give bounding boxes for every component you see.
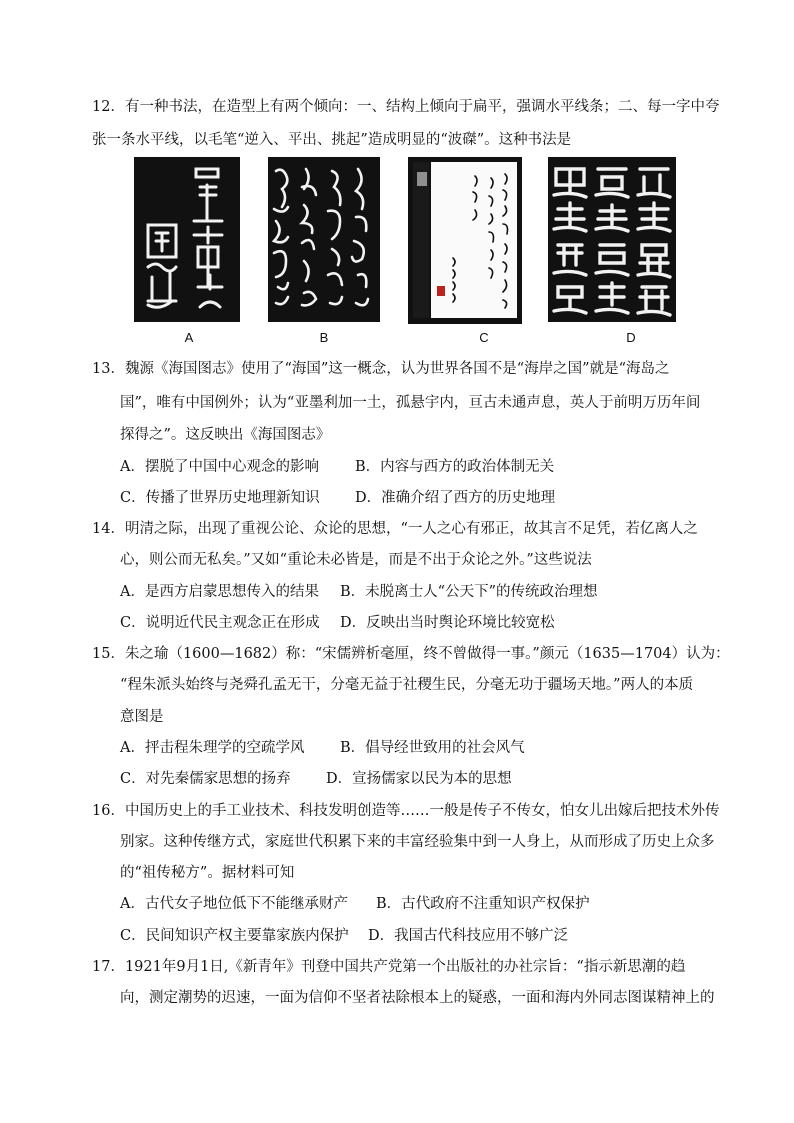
image-label-c: C bbox=[479, 330, 489, 345]
image-c-body bbox=[409, 158, 417, 159]
q15-line-2: “程朱派头始终与尧舜孔孟无干，分毫无益于社稷生民，分毫无功于疆场天地。”两人的本质 bbox=[120, 677, 694, 693]
q14-option-b[interactable]: B．未脱离士人“公天下”的传统政治理想 bbox=[340, 584, 598, 600]
q14-option-c[interactable]: C．说明近代民主观念正在形成 bbox=[120, 615, 320, 631]
q16-line-1: 16．中国历史上的手工业技术、科技发明创造等……一般是传子不传女，怕女儿出嫁后把技术外传 bbox=[92, 803, 720, 819]
q14-line-1: 14．明清之际，出现了重视公论、众论的思想，“一人之心有邪正，故其言不足凭，若亿离人之 bbox=[92, 521, 698, 537]
image-label-a: A bbox=[184, 330, 194, 345]
q12-line-2: 张一条水平线，以毛笔“逆入、平出、挑起”造成明显的“波磔”。这种书法是 bbox=[92, 132, 572, 148]
calligraphy-image-a bbox=[134, 157, 240, 322]
running-script-artwork bbox=[409, 158, 521, 323]
q13-line-1: 13．魏源《海国图志》使用了“海国”这一概念，认为世界各国不是“海岸之国”就是“海岛之 bbox=[92, 361, 670, 377]
q15-option-b[interactable]: B．倡导经世致用的社会风气 bbox=[340, 740, 525, 756]
calligraphy-image-b bbox=[268, 157, 380, 322]
clerical-script-artwork bbox=[548, 157, 676, 322]
calligraphy-image-c bbox=[408, 157, 522, 324]
q13-line-3: 探得之”。这反映出《海国图志》 bbox=[120, 427, 331, 443]
q16-option-b[interactable]: B．古代政府不注重知识产权保护 bbox=[376, 896, 590, 912]
q13-option-a[interactable]: A．摆脱了中国中心观念的影响 bbox=[120, 459, 319, 475]
seal-script-artwork bbox=[134, 157, 240, 322]
q13-line-2: 国”，唯有中国例外；认为“亚墨利加一土，孤悬宇内，亘古未通声息，英人于前明万历年间 bbox=[120, 395, 701, 411]
image-b-char-9 bbox=[268, 157, 269, 158]
q15-option-c[interactable]: C．对先秦儒家思想的扬弃 bbox=[120, 771, 291, 787]
calligraphy-image-d bbox=[548, 157, 676, 322]
image-label-b: B bbox=[319, 330, 329, 345]
q16-line-2: 别家。这种传继方式，家庭世代积累下来的丰富经验集中到一人身上，从而形成了历史上众多 bbox=[120, 834, 715, 850]
q14-option-d[interactable]: D．反映出当时舆论环境比较宽松 bbox=[340, 615, 555, 631]
q17-line-2: 向，测定潮势的迟速，一面为信仰不坚者祛除根本上的疑惑，一面和海内外同志图谋精神上的 bbox=[120, 990, 715, 1006]
q16-line-3: 的“祖传秘方”。据材料可知 bbox=[120, 865, 295, 881]
q15-option-a[interactable]: A．抨击程朱理学的空疏学风 bbox=[120, 740, 305, 756]
q16-option-d[interactable]: D．我国古代科技应用不够广泛 bbox=[368, 928, 569, 944]
image-a-char-3 bbox=[194, 289, 220, 319]
image-a-char-4 bbox=[146, 229, 172, 259]
image-label-d: D bbox=[626, 330, 636, 345]
q12-line-1: 12．有一种书法，在造型上有两个倾向：一、结构上倾向于扁平，强调水平线条；二、每一字中夸 bbox=[92, 99, 720, 115]
image-a-char-5 bbox=[146, 264, 172, 294]
q13-option-d[interactable]: D．准确介绍了西方的历史地理 bbox=[355, 490, 556, 506]
q14-option-a[interactable]: A．是西方启蒙思想传入的结果 bbox=[120, 584, 319, 600]
q16-option-a[interactable]: A．古代女子地位低下不能继承财产 bbox=[120, 896, 348, 912]
image-a-char-2 bbox=[194, 234, 220, 264]
image-a-char-1 bbox=[194, 174, 220, 204]
q15-option-d[interactable]: D．宣扬儒家以民为本的思想 bbox=[326, 771, 512, 787]
q15-line-1: 15．朱之瑜（1600—1682）称：“宋儒辨析毫厘，终不曾做得一事。”颜元（1635—1704）认为： bbox=[92, 646, 730, 662]
q15-line-3: 意图是 bbox=[120, 709, 164, 725]
image-d-char-18 bbox=[548, 157, 549, 158]
image-a-char-6 bbox=[146, 294, 172, 322]
q14-line-2: 心，则公而无私矣。”又如“重论未必皆是，而是不出于众论之外。”这些说法 bbox=[120, 552, 592, 568]
q13-option-b[interactable]: B．内容与西方的政治体制无关 bbox=[355, 459, 555, 475]
q17-line-1: 17．1921年9月1日,《新青年》刊登中国共产党第一个出版社的办社宗旨：“指示新思潮的趋 bbox=[92, 959, 686, 975]
q16-option-c[interactable]: C．民间知识产权主要靠家族内保护 bbox=[120, 928, 349, 944]
q13-option-c[interactable]: C．传播了世界历史地理新知识 bbox=[120, 490, 320, 506]
cursive-script-artwork bbox=[268, 157, 380, 322]
